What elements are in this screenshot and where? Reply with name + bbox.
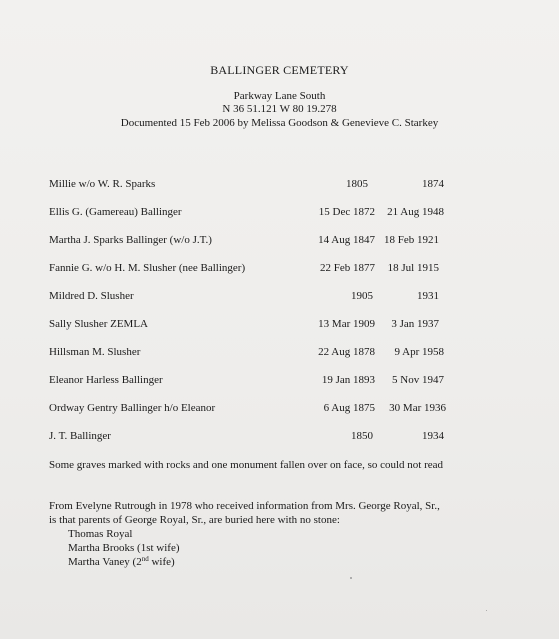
paper-speck	[350, 577, 352, 579]
unmarked-burial: Thomas Royal	[68, 528, 133, 540]
unmarked-burial-ordinal: 2	[136, 556, 142, 568]
unmarked-burial-ordinal-suffix: nd	[141, 555, 149, 563]
burial-death: 30 Mar 1936	[389, 402, 446, 414]
burial-name: Mildred D. Slusher	[49, 290, 134, 302]
burial-death: 3 Jan 1937	[391, 318, 439, 330]
cemetery-location: Parkway Lane South	[233, 90, 326, 102]
cemetery-title: BALLINGER CEMETERY	[210, 63, 349, 77]
oral-history-line: From Evelyne Rutrough in 1978 who received information from Mrs. George Royal, Sr.,	[49, 500, 440, 512]
burial-death: 5 Nov 1947	[392, 374, 444, 386]
burial-death: 1931	[417, 290, 439, 302]
burial-death: 1934	[422, 430, 444, 442]
burial-birth: 22 Feb 1877	[320, 262, 375, 274]
burial-death: 18 Jul 1915	[387, 262, 439, 274]
burial-name: Ellis G. (Gamereau) Ballinger	[49, 206, 182, 218]
burial-name: Eleanor Harless Ballinger	[49, 374, 163, 386]
burial-name: Martha J. Sparks Ballinger (w/o J.T.)	[49, 234, 212, 246]
burial-birth: 1905	[351, 290, 373, 302]
burial-death: 18 Feb 1921	[384, 234, 439, 246]
burial-name: J. T. Ballinger	[49, 430, 111, 442]
burial-birth: 22 Aug 1878	[318, 346, 375, 358]
burial-name: Sally Slusher ZEMLA	[49, 318, 148, 330]
burial-name: Ordway Gentry Ballinger h/o Eleanor	[49, 402, 216, 414]
burial-death: 1874	[422, 178, 444, 190]
unreadable-graves-note: Some graves marked with rocks and one monument fallen over on face, so could not read	[49, 459, 444, 471]
unmarked-burial: Martha Brooks (1st wife)	[68, 542, 180, 554]
oral-history-line: is that parents of George Royal, Sr., are buried here with no stone:	[49, 514, 340, 526]
burial-death: 9 Apr 1958	[394, 346, 444, 358]
burial-name: Hillsman M. Slusher	[49, 346, 141, 358]
burial-birth: 19 Jan 1893	[321, 374, 375, 386]
burial-name: Fannie G. w/o H. M. Slusher (nee Ballinger)	[49, 262, 246, 274]
burial-birth: 14 Aug 1847	[318, 234, 375, 246]
documentation-credit: Documented 15 Feb 2006 by Melissa Goodson & Genevieve C. Starkey	[120, 117, 439, 129]
cemetery-coordinates: N 36 51.121 W 80 19.278	[222, 103, 337, 115]
unmarked-burial-name: Martha Vaney (	[68, 556, 137, 568]
burial-name: Millie w/o W. R. Sparks	[49, 178, 156, 190]
burial-death: 21 Aug 1948	[387, 206, 444, 218]
burial-birth: 13 Mar 1909	[318, 318, 375, 330]
unmarked-burial	[68, 556, 175, 568]
burial-birth: 1850	[351, 430, 373, 442]
burial-birth: 6 Aug 1875	[323, 402, 375, 414]
paper-speck	[486, 610, 487, 611]
burial-birth: 15 Dec 1872	[318, 206, 375, 218]
burial-birth: 1805	[346, 178, 368, 190]
unmarked-burial-rest: wife)	[148, 556, 175, 568]
